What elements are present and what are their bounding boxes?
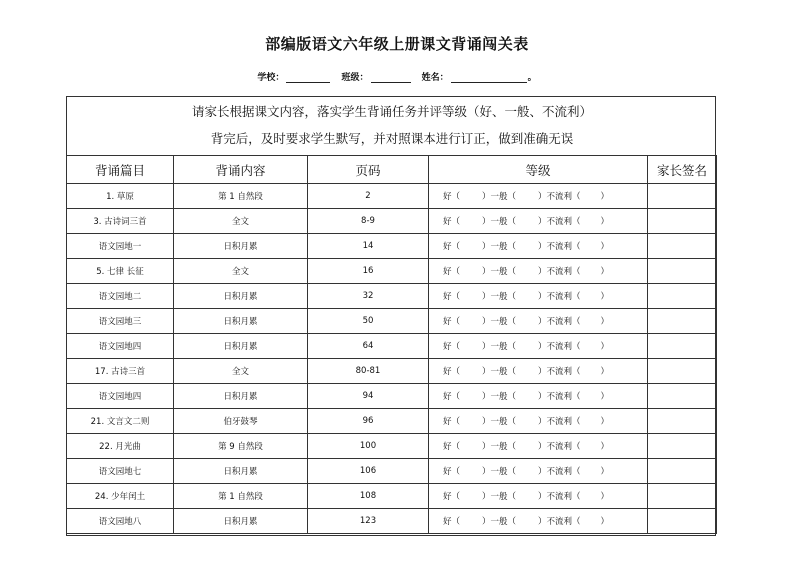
table-row (67, 459, 717, 484)
end-mark: 。 (527, 73, 537, 83)
grade-poor: ）不流利（ (538, 417, 581, 427)
grade-poor: ）不流利（ (538, 442, 581, 452)
row-content: 日积月累 (174, 309, 308, 334)
row-page: 16 (308, 259, 429, 284)
grade-ok: ）一般（ (482, 292, 517, 302)
table-row (67, 184, 717, 209)
row-signature[interactable] (648, 309, 717, 334)
table-row (67, 409, 717, 434)
table-row (67, 434, 717, 459)
row-grade[interactable] (429, 209, 648, 234)
student-info-line (0, 70, 794, 83)
row-content: 日积月累 (174, 509, 308, 534)
row-page: 106 (308, 459, 429, 484)
grade-poor: ）不流利（ (538, 517, 581, 527)
table-row (67, 359, 717, 384)
school-label: 学校： (257, 73, 285, 83)
row-content: 日积月累 (174, 384, 308, 409)
row-content: 日积月累 (174, 234, 308, 259)
row-page: 8-9 (308, 209, 429, 234)
grade-good: 好（ (443, 292, 461, 302)
grade-close: ） (600, 367, 610, 377)
row-content: 日积月累 (174, 284, 308, 309)
row-signature[interactable] (648, 209, 717, 234)
grade-good: 好（ (443, 317, 461, 327)
row-title: 1. 草原 (67, 184, 174, 209)
row-page: 32 (308, 284, 429, 309)
row-content: 日积月累 (174, 459, 308, 484)
row-signature[interactable] (648, 459, 717, 484)
school-blank[interactable] (286, 73, 330, 83)
row-title: 语文园地八 (67, 509, 174, 534)
row-signature[interactable] (648, 359, 717, 384)
row-signature[interactable] (648, 284, 717, 309)
grade-good: 好（ (443, 517, 461, 527)
grade-close: ） (600, 267, 610, 277)
row-grade[interactable] (429, 509, 648, 534)
table-row (67, 284, 717, 309)
grade-close: ） (600, 317, 610, 327)
table-row (67, 509, 717, 534)
row-grade[interactable] (429, 309, 648, 334)
row-signature[interactable] (648, 409, 717, 434)
grade-ok: ）一般（ (482, 242, 517, 252)
notice-line-2: 背完后，及时要求学生默写，并对照课本进行订正，做到准确无误 (210, 131, 574, 146)
grade-good: 好（ (443, 192, 461, 202)
row-grade[interactable] (429, 459, 648, 484)
grade-ok: ）一般（ (482, 342, 517, 352)
grade-poor: ）不流利（ (538, 392, 581, 402)
row-title: 24. 少年闰土 (67, 484, 174, 509)
notice-line-1: 请家长根据课文内容，落实学生背诵任务并评等级（好、一般、不流利） (191, 104, 592, 119)
grade-ok: ）一般（ (482, 217, 517, 227)
row-title: 语文园地七 (67, 459, 174, 484)
grade-ok: ）一般（ (482, 467, 517, 477)
grade-good: 好（ (443, 492, 461, 502)
row-signature[interactable] (648, 384, 717, 409)
name-blank[interactable] (451, 73, 527, 83)
row-content: 全文 (174, 209, 308, 234)
row-page: 123 (308, 509, 429, 534)
row-content: 全文 (174, 359, 308, 384)
row-grade[interactable] (429, 234, 648, 259)
recitation-table (66, 155, 717, 534)
row-grade[interactable] (429, 434, 648, 459)
header-signature: 家长签名 (648, 156, 717, 184)
grade-close: ） (600, 492, 610, 502)
recitation-form (66, 96, 716, 536)
row-page: 2 (308, 184, 429, 209)
row-page: 100 (308, 434, 429, 459)
row-signature[interactable] (648, 334, 717, 359)
grade-poor: ）不流利（ (538, 317, 581, 327)
grade-poor: ）不流利（ (538, 217, 581, 227)
class-label: 班级： (341, 73, 369, 83)
table-row (67, 484, 717, 509)
row-title: 语文园地四 (67, 334, 174, 359)
row-title: 3. 古诗词三首 (67, 209, 174, 234)
row-grade[interactable] (429, 384, 648, 409)
grade-ok: ）一般（ (482, 492, 517, 502)
grade-good: 好（ (443, 392, 461, 402)
grade-close: ） (600, 217, 610, 227)
row-grade[interactable] (429, 334, 648, 359)
grade-good: 好（ (443, 367, 461, 377)
grade-good: 好（ (443, 417, 461, 427)
grade-good: 好（ (443, 217, 461, 227)
row-content: 第 1 自然段 (174, 484, 308, 509)
grade-close: ） (600, 392, 610, 402)
grade-good: 好（ (443, 442, 461, 452)
grade-ok: ）一般（ (482, 192, 517, 202)
grade-poor: ）不流利（ (538, 367, 581, 377)
row-grade[interactable] (429, 184, 648, 209)
row-page: 64 (308, 334, 429, 359)
row-signature[interactable] (648, 434, 717, 459)
grade-close: ） (600, 342, 610, 352)
row-page: 50 (308, 309, 429, 334)
grade-close: ） (600, 192, 610, 202)
header-content: 背诵内容 (174, 156, 308, 184)
row-content: 第 9 自然段 (174, 434, 308, 459)
grade-close: ） (600, 442, 610, 452)
row-content: 日积月累 (174, 334, 308, 359)
grade-poor: ）不流利（ (538, 492, 581, 502)
table-row (67, 234, 717, 259)
grade-close: ） (600, 467, 610, 477)
row-title: 17. 古诗三首 (67, 359, 174, 384)
grade-ok: ）一般（ (482, 517, 517, 527)
row-signature[interactable] (648, 234, 717, 259)
grade-close: ） (600, 417, 610, 427)
row-page: 80-81 (308, 359, 429, 384)
table-row (67, 259, 717, 284)
row-page: 94 (308, 384, 429, 409)
grade-ok: ）一般（ (482, 442, 517, 452)
row-title: 语文园地四 (67, 384, 174, 409)
header-page: 页码 (308, 156, 429, 184)
grade-close: ） (600, 242, 610, 252)
grade-good: 好（ (443, 467, 461, 477)
grade-poor: ）不流利（ (538, 292, 581, 302)
row-grade[interactable] (429, 259, 648, 284)
table-row (67, 209, 717, 234)
row-title: 5. 七律 长征 (67, 259, 174, 284)
table-row (67, 309, 717, 334)
grade-poor: ）不流利（ (538, 342, 581, 352)
row-signature[interactable] (648, 259, 717, 284)
table-row (67, 384, 717, 409)
name-label: 姓名： (421, 73, 449, 83)
grade-ok: ）一般（ (482, 367, 517, 377)
grade-poor: ）不流利（ (538, 192, 581, 202)
row-grade[interactable] (429, 359, 648, 384)
row-grade[interactable] (429, 284, 648, 309)
grade-close: ） (600, 292, 610, 302)
grade-poor: ）不流利（ (538, 242, 581, 252)
row-title: 语文园地二 (67, 284, 174, 309)
row-grade[interactable] (429, 484, 648, 509)
row-content: 第 1 自然段 (174, 184, 308, 209)
class-blank[interactable] (371, 73, 411, 83)
row-content: 全文 (174, 259, 308, 284)
row-signature[interactable] (648, 509, 717, 534)
table-header-row (67, 156, 717, 184)
row-page: 14 (308, 234, 429, 259)
table-row (67, 334, 717, 359)
row-signature[interactable] (648, 484, 717, 509)
page-title: 部编版语文六年级上册课文背诵闯关表 (265, 35, 529, 53)
row-title: 22. 月光曲 (67, 434, 174, 459)
row-grade[interactable] (429, 409, 648, 434)
grade-ok: ）一般（ (482, 267, 517, 277)
grade-ok: ）一般（ (482, 317, 517, 327)
grade-ok: ）一般（ (482, 417, 517, 427)
row-signature[interactable] (648, 184, 717, 209)
grade-poor: ）不流利（ (538, 267, 581, 277)
grade-ok: ）一般（ (482, 392, 517, 402)
header-grade: 等级 (429, 156, 648, 184)
grade-close: ） (600, 517, 610, 527)
row-title: 语文园地三 (67, 309, 174, 334)
row-page: 108 (308, 484, 429, 509)
grade-good: 好（ (443, 342, 461, 352)
grade-good: 好（ (443, 267, 461, 277)
row-title: 语文园地一 (67, 234, 174, 259)
row-page: 96 (308, 409, 429, 434)
grade-poor: ）不流利（ (538, 467, 581, 477)
grade-good: 好（ (443, 242, 461, 252)
row-content: 伯牙鼓琴 (174, 409, 308, 434)
row-title: 21. 文言文二则 (67, 409, 174, 434)
header-title: 背诵篇目 (67, 156, 174, 184)
